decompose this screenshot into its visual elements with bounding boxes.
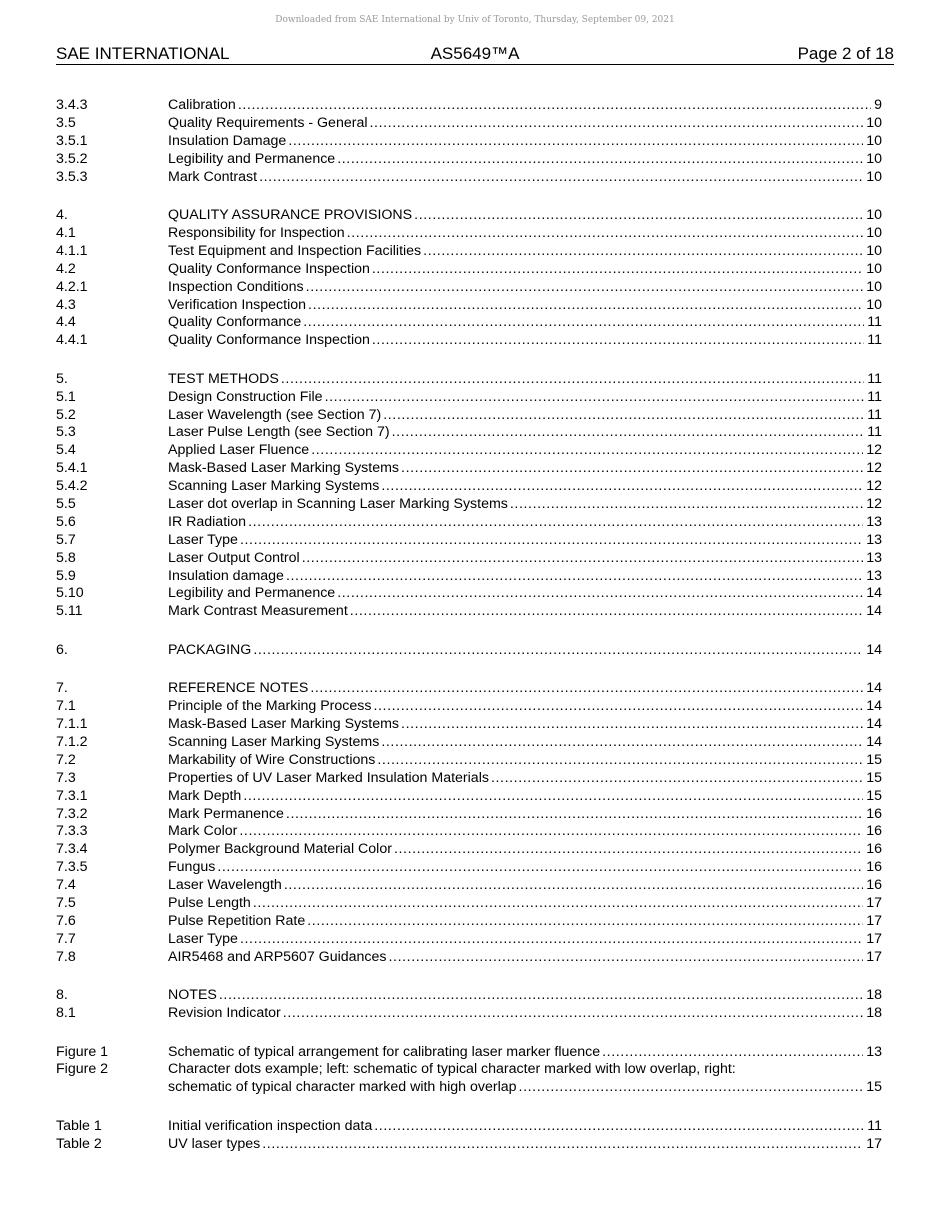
- toc-entry[interactable]: [56, 931, 882, 949]
- toc-section-title: UV laser types: [168, 1135, 261, 1152]
- toc-section-number: Table 1: [56, 1117, 102, 1134]
- toc-entry[interactable]: [56, 133, 882, 151]
- document-id: AS5649™A: [430, 44, 520, 63]
- toc-section-number: 7.2: [56, 751, 76, 768]
- download-watermark: Downloaded from SAE International by Univ of Toronto, Thursday, September 09, 2021: [275, 15, 675, 25]
- toc-page-number: 10: [863, 279, 882, 297]
- toc-entry[interactable]: [56, 514, 882, 532]
- toc-page-number: 11: [864, 407, 882, 425]
- toc-entry-title-leader: [168, 424, 882, 442]
- toc-entry-title-leader: [168, 585, 882, 603]
- toc-entry-title-leader: [168, 949, 882, 967]
- toc-entry-title-leader: [168, 297, 882, 315]
- page-number: Page 2 of 18: [797, 44, 894, 63]
- toc-entry[interactable]: [56, 407, 882, 425]
- toc-entry-title-leader: [168, 859, 882, 877]
- toc-entry-title-leader: [168, 806, 882, 824]
- toc-page-number: 17: [863, 895, 882, 913]
- toc-entry-title-leader: [168, 133, 882, 151]
- toc-section-title: Applied Laser Fluence: [168, 442, 310, 459]
- toc-entry-title-leader: [168, 987, 882, 1005]
- toc-section-number: 7.1.2: [56, 733, 88, 750]
- toc-section-number: 3.4.3: [56, 97, 88, 113]
- toc-entry-title-leader: [168, 97, 882, 115]
- toc-entry-title-leader: [168, 752, 882, 770]
- toc-page-number: 10: [863, 243, 882, 261]
- toc-section-number: 7.7: [56, 930, 76, 947]
- toc-entry-title-leader: [168, 1061, 882, 1097]
- toc-section-number: 4.1: [56, 224, 76, 241]
- toc-entry-title-leader: [168, 496, 882, 514]
- toc-page-number: 12: [863, 496, 882, 514]
- toc-section-number: 5.5: [56, 496, 76, 512]
- toc-section-title: AIR5468 and ARP5607 Guidances: [168, 948, 387, 965]
- toc-entry-title-leader: [168, 532, 882, 550]
- toc-entry-title-leader: [168, 389, 882, 407]
- toc-section-title: Insulation damage: [168, 567, 284, 584]
- toc-page-number: 16: [863, 806, 882, 824]
- toc-section-title: IR Radiation: [168, 513, 247, 530]
- toc-section-title: Mark Contrast Measurement: [168, 603, 348, 620]
- toc-section-number: Figure 1: [56, 1043, 109, 1060]
- toc-page-number: 12: [863, 442, 882, 460]
- toc-entry-title-leader: [168, 1136, 882, 1154]
- toc-entry-title-leader: [168, 603, 882, 621]
- toc-section-number: 4.: [56, 207, 68, 224]
- toc-entry[interactable]: [56, 987, 882, 1005]
- toc-section-number: 4.1.1: [56, 242, 88, 259]
- toc-section-title: Principle of the Marking Process: [168, 698, 372, 715]
- toc-page-number: 18: [863, 1005, 882, 1023]
- toc-section-number: 4.3: [56, 296, 76, 313]
- toc-entry[interactable]: [56, 841, 882, 859]
- toc-section-number: 4.4: [56, 314, 76, 331]
- toc-page-number: 17: [863, 949, 882, 967]
- toc-page-number: 11: [864, 389, 882, 407]
- toc-section-title: Laser Pulse Length (see Section 7): [168, 424, 390, 441]
- toc-entry[interactable]: [56, 442, 882, 460]
- toc-page-number: 14: [863, 734, 882, 752]
- toc-entry[interactable]: [56, 314, 882, 332]
- toc-page-number: 13: [863, 514, 882, 532]
- toc-section-title: Legibility and Permanence: [168, 585, 336, 602]
- toc-page-number: 14: [863, 603, 882, 621]
- toc-section-title: Polymer Background Material Color: [168, 841, 392, 858]
- toc-section-title: Properties of UV Laser Marked Insulation Materials: [168, 769, 489, 786]
- toc-entry[interactable]: [56, 752, 882, 770]
- toc-page-number: 15: [863, 1079, 882, 1097]
- toc-section-title: Laser Type: [168, 531, 238, 548]
- toc-section-number: 5.: [56, 370, 68, 387]
- toc-entry[interactable]: [56, 1136, 882, 1154]
- toc-entry[interactable]: [56, 568, 882, 586]
- table-of-contents: [56, 97, 882, 1154]
- toc-entry[interactable]: [56, 115, 882, 133]
- toc-section-number: 7.8: [56, 948, 76, 965]
- toc-entry[interactable]: [56, 603, 882, 621]
- toc-section-title: Mark Color: [168, 823, 238, 840]
- toc-entry-title-leader: [168, 550, 882, 568]
- toc-section-number: 5.8: [56, 549, 76, 566]
- toc-entry-title-leader: [168, 478, 882, 496]
- toc-section-number: 5.3: [56, 424, 76, 441]
- toc-entry[interactable]: [56, 478, 882, 496]
- toc-section-number: 5.4.2: [56, 478, 88, 495]
- toc-section-title: Laser dot overlap in Scanning Laser Marking Systems: [168, 496, 508, 512]
- toc-section-number: 6.: [56, 641, 68, 658]
- toc-section-title: Legibility and Permanence: [168, 150, 336, 167]
- toc-entry[interactable]: [56, 895, 882, 913]
- toc-page-number: 16: [863, 859, 882, 877]
- toc-section-title: REFERENCE NOTES: [168, 680, 309, 697]
- toc-entry[interactable]: [56, 332, 882, 350]
- toc-page-number: 10: [863, 225, 882, 243]
- toc-entry[interactable]: [56, 279, 882, 297]
- toc-page-number: 10: [863, 133, 882, 151]
- toc-entry-title-leader: [168, 371, 882, 389]
- toc-section-title: PACKAGING: [168, 641, 252, 658]
- toc-section-title: Calibration: [168, 97, 236, 113]
- toc-page-number: 13: [863, 550, 882, 568]
- toc-section-title: Quality Requirements - General: [168, 114, 368, 131]
- toc-section-number: 3.5.3: [56, 168, 88, 185]
- toc-section-number: 7.3.4: [56, 841, 88, 858]
- toc-entry-title-leader: [168, 151, 882, 169]
- toc-section-title-continued: [168, 1079, 882, 1097]
- toc-entry[interactable]: [56, 550, 882, 568]
- toc-section-title: Laser Wavelength (see Section 7): [168, 406, 382, 423]
- toc-section-number: 7.3.5: [56, 859, 88, 876]
- toc-page-number: 14: [863, 680, 882, 698]
- toc-entry[interactable]: [56, 823, 882, 841]
- toc-entry[interactable]: [56, 877, 882, 895]
- toc-section-number: 7.: [56, 680, 68, 697]
- toc-section-number: Table 2: [56, 1135, 102, 1152]
- toc-entry-title-leader: [168, 460, 882, 478]
- toc-entry-title-leader: [168, 788, 882, 806]
- toc-entry[interactable]: [56, 680, 882, 698]
- toc-entry[interactable]: [56, 460, 882, 478]
- toc-page-number: 16: [863, 841, 882, 859]
- toc-page-number: 17: [863, 913, 882, 931]
- toc-section-number: 5.1: [56, 388, 76, 405]
- toc-section-number: 5.6: [56, 513, 76, 530]
- toc-entry[interactable]: [56, 788, 882, 806]
- toc-section-title: QUALITY ASSURANCE PROVISIONS: [168, 207, 413, 224]
- toc-entry[interactable]: [56, 642, 882, 660]
- toc-section-title: Mark Depth: [168, 787, 242, 804]
- toc-entry-title-leader: [168, 568, 882, 586]
- toc-entry[interactable]: [56, 913, 882, 931]
- toc-entry-title-leader: [168, 931, 882, 949]
- toc-section-title: Laser Output Control: [168, 549, 300, 566]
- toc-page-number: 10: [863, 115, 882, 133]
- toc-section-number: Figure 2: [56, 1061, 109, 1078]
- toc-entry-title-leader: [168, 913, 882, 931]
- toc-entry[interactable]: [56, 716, 882, 734]
- page-header: [56, 44, 894, 65]
- toc-entry-title-leader: [168, 1005, 882, 1023]
- toc-section-title: Schematic of typical arrangement for calibrating laser marker fluence: [168, 1043, 601, 1060]
- toc-section-title: Mark Contrast: [168, 168, 258, 185]
- toc-section-number: 5.4.1: [56, 460, 88, 477]
- toc-entry[interactable]: [56, 806, 882, 824]
- toc-section-number: 8.1: [56, 1005, 76, 1022]
- toc-section-number: 5.7: [56, 531, 76, 548]
- toc-entry-title-leader: [168, 698, 882, 716]
- toc-entry[interactable]: [56, 243, 882, 261]
- toc-entry-title-leader: [168, 442, 882, 460]
- toc-page-number: 15: [863, 752, 882, 770]
- toc-entry-title-leader: [168, 895, 882, 913]
- toc-entry-title-leader: [168, 680, 882, 698]
- toc-entry-title-leader: [168, 877, 882, 895]
- toc-section-number: 4.2: [56, 260, 76, 277]
- toc-entry[interactable]: [56, 698, 882, 716]
- toc-section-number: 5.10: [56, 585, 84, 602]
- toc-entry-title-leader: [168, 332, 882, 350]
- toc-page-number: 13: [863, 1044, 882, 1062]
- toc-page-number: 17: [863, 931, 882, 949]
- toc-section-title: Quality Conformance Inspection: [168, 260, 370, 277]
- toc-entry-title-leader: [168, 770, 882, 788]
- toc-entry-title-leader: [168, 734, 882, 752]
- toc-section-title: Quality Conformance Inspection: [168, 332, 370, 349]
- toc-page-number: 10: [863, 297, 882, 315]
- toc-entry[interactable]: [56, 1061, 882, 1097]
- toc-section-number: 7.3.2: [56, 805, 88, 822]
- toc-section-number: 7.4: [56, 877, 76, 894]
- toc-section-title: Inspection Conditions: [168, 278, 304, 295]
- toc-section-title: Mask-Based Laser Marking Systems: [168, 716, 400, 733]
- toc-section-title-line2: schematic of typical character marked with high overlap: [168, 1079, 517, 1096]
- toc-section-title: Pulse Repetition Rate: [168, 912, 306, 929]
- toc-page-number: 11: [864, 1118, 882, 1136]
- toc-section-number: 3.5: [56, 114, 76, 131]
- toc-entry-title-leader: [168, 207, 882, 225]
- toc-entry-title-leader: [168, 823, 882, 841]
- toc-page-number: 14: [863, 698, 882, 716]
- toc-entry[interactable]: [56, 1118, 882, 1136]
- toc-entry[interactable]: [56, 949, 882, 967]
- toc-section-number: 7.1.1: [56, 716, 88, 733]
- toc-entry-title-leader: [168, 716, 882, 734]
- toc-entry-title-leader: [168, 261, 882, 279]
- toc-entry[interactable]: [56, 424, 882, 442]
- organization-name: SAE INTERNATIONAL: [56, 44, 230, 63]
- toc-entry[interactable]: [56, 1005, 882, 1023]
- toc-entry-title-leader: [168, 279, 882, 297]
- toc-page-number: 12: [863, 478, 882, 496]
- toc-section-number: 5.4: [56, 442, 76, 459]
- toc-section-title: Character dots example; left: schematic of typical character marked with low overlap, right:: [168, 1061, 736, 1078]
- toc-entry[interactable]: [56, 585, 882, 603]
- toc-page-number: 10: [863, 207, 882, 225]
- toc-page-number: 16: [863, 877, 882, 895]
- toc-section-number: 8.: [56, 987, 68, 1004]
- toc-entry-title-leader: [168, 243, 882, 261]
- toc-entry-title-leader: [168, 514, 882, 532]
- toc-section-number: 3.5.1: [56, 132, 88, 149]
- toc-entry[interactable]: [56, 225, 882, 243]
- toc-section-number: 5.11: [56, 603, 83, 620]
- toc-entry-title-leader: [168, 1044, 882, 1062]
- toc-page-number: 14: [863, 716, 882, 734]
- toc-entry[interactable]: [56, 859, 882, 877]
- toc-section-title: Responsibility for Inspection: [168, 224, 345, 241]
- toc-section-title: Markability of Wire Constructions: [168, 751, 376, 768]
- toc-page-number: 9: [871, 97, 882, 115]
- toc-page-number: 18: [863, 987, 882, 1005]
- toc-page-number: 12: [863, 460, 882, 478]
- toc-section-number: 5.9: [56, 567, 76, 584]
- toc-section-title: Laser Wavelength: [168, 877, 282, 894]
- toc-entry[interactable]: [56, 151, 882, 169]
- toc-page-number: 10: [863, 151, 882, 169]
- toc-entry-title-leader: [168, 1118, 882, 1136]
- toc-page-number: 14: [863, 585, 882, 603]
- toc-entry-title-leader: [168, 314, 882, 332]
- toc-page-number: 11: [864, 332, 882, 350]
- toc-section-title: NOTES: [168, 987, 217, 1004]
- toc-entry[interactable]: [56, 734, 882, 752]
- toc-section-title: Verification Inspection: [168, 296, 307, 313]
- toc-entry-title-leader: [168, 115, 882, 133]
- toc-section-number: 5.2: [56, 406, 76, 423]
- toc-section-number: 7.1: [56, 698, 76, 715]
- toc-section-title: Initial verification inspection data: [168, 1117, 373, 1134]
- toc-section-number: 4.2.1: [56, 278, 88, 295]
- toc-page-number: 10: [863, 261, 882, 279]
- toc-entry-title-leader: [168, 642, 882, 660]
- toc-page-number: 15: [863, 788, 882, 806]
- toc-entry-title-leader: [168, 225, 882, 243]
- toc-entry-title-leader: [168, 169, 882, 187]
- toc-page-number: 15: [863, 770, 882, 788]
- toc-page-number: 16: [863, 823, 882, 841]
- toc-section-title: TEST METHODS: [168, 370, 279, 387]
- toc-section-title: Scanning Laser Marking Systems: [168, 478, 380, 495]
- toc-entry[interactable]: [56, 1044, 882, 1062]
- toc-page-number: 11: [864, 371, 882, 389]
- toc-entry-title-leader: [168, 407, 882, 425]
- toc-page-number: 14: [863, 642, 882, 660]
- toc-entry[interactable]: [56, 532, 882, 550]
- toc-section-title: Mark Permanence: [168, 805, 284, 822]
- toc-section-title: Design Construction File: [168, 388, 323, 405]
- toc-section-title: Quality Conformance: [168, 314, 302, 331]
- toc-section-number: 7.3: [56, 769, 76, 786]
- toc-page-number: 13: [863, 568, 882, 586]
- toc-section-number: 3.5.2: [56, 150, 88, 167]
- toc-page-number: 17: [863, 1136, 882, 1154]
- toc-page-number: 10: [863, 169, 882, 187]
- toc-section-number: 7.6: [56, 912, 76, 929]
- toc-section-number: 7.3.3: [56, 823, 88, 840]
- toc-section-title: Laser Type: [168, 930, 238, 947]
- toc-entry-title-leader: [168, 841, 882, 859]
- toc-entry[interactable]: [56, 169, 882, 187]
- toc-section-title: Pulse Length: [168, 895, 251, 911]
- toc-entry[interactable]: [56, 496, 882, 514]
- toc-section-title: Insulation Damage: [168, 132, 287, 149]
- toc-page-number: 11: [864, 314, 882, 332]
- toc-section-number: 7.3.1: [56, 787, 88, 804]
- toc-section-number: 4.4.1: [56, 332, 88, 349]
- toc-section-title: Fungus: [168, 859, 216, 876]
- toc-entry[interactable]: [56, 371, 882, 389]
- toc-section-title: Revision Indicator: [168, 1005, 281, 1022]
- toc-section-title: Scanning Laser Marking Systems: [168, 733, 380, 750]
- toc-page-number: 13: [863, 532, 882, 550]
- toc-entry[interactable]: [56, 770, 882, 788]
- toc-entry[interactable]: [56, 389, 882, 407]
- toc-entry[interactable]: [56, 97, 882, 115]
- toc-section-title: Test Equipment and Inspection Facilities: [168, 242, 422, 259]
- toc-page-number: 11: [864, 424, 882, 442]
- toc-entry[interactable]: [56, 297, 882, 315]
- toc-entry[interactable]: [56, 207, 882, 225]
- toc-section-number: 7.5: [56, 895, 76, 911]
- toc-section-title: Mask-Based Laser Marking Systems: [168, 460, 400, 477]
- toc-entry[interactable]: [56, 261, 882, 279]
